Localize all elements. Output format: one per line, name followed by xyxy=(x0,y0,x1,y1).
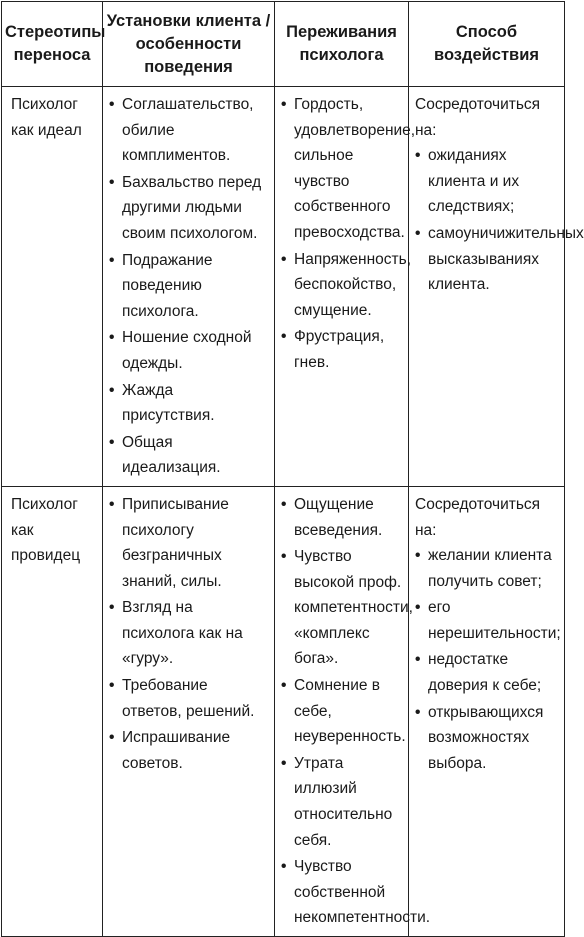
list-item: • желании клиента получить совет; xyxy=(415,543,559,594)
list-item: • Подражание поведению психолога. xyxy=(109,248,269,325)
psychologist-cell xyxy=(275,87,416,487)
method-intro: Сосредоточиться на: xyxy=(415,495,541,539)
list-item: • Гордость, удовлетворение, сильное чувство собственного превосходства. xyxy=(281,92,403,246)
list-item: • Фрустрация, гнев. xyxy=(281,324,403,375)
client-cell xyxy=(103,486,275,936)
header-psychologist-feelings: Переживания психолога xyxy=(275,2,409,87)
list-item: • Приписывание психологу безграничных знаний, силы. xyxy=(109,492,269,594)
stereotype-text: Психолог как идеал xyxy=(11,96,82,139)
method-cell xyxy=(409,486,565,936)
list-item: • Сомнение в себе, неуверенность. xyxy=(281,673,403,750)
list-item: • Требование ответов, решений. xyxy=(109,673,269,724)
header-stereotypes: Стереотипы переноса xyxy=(2,2,103,87)
client-cell xyxy=(103,87,275,487)
client-list xyxy=(109,492,269,777)
list-item: • Ношение сходной одежды. xyxy=(109,325,269,376)
list-item: • его нерешительности; xyxy=(415,595,559,646)
table-row xyxy=(2,87,565,487)
method-intro: Сосредоточиться на: xyxy=(415,96,541,139)
method-cell xyxy=(409,87,584,487)
stereotype-text: Психолог как провидец xyxy=(11,495,81,565)
header-client-attitudes: Установки клиента / особенности поведения xyxy=(103,2,275,87)
list-item: • Утрата иллюзий относительно себя. xyxy=(281,751,403,853)
psychologist-list xyxy=(281,492,431,931)
transference-table xyxy=(1,1,584,937)
list-item: • ожиданиях клиента и их следствиях; xyxy=(415,143,559,220)
client-list xyxy=(109,92,269,481)
header-method: Способ воздействия xyxy=(409,2,565,87)
method-list xyxy=(415,543,559,776)
list-item: • Общая идеализация. xyxy=(109,430,269,481)
stereotype-cell xyxy=(2,486,103,936)
list-item: • Бахвальство перед другими людьми своим психологом. xyxy=(109,170,269,247)
list-item: • открывающихся возможностях выбора. xyxy=(415,700,559,777)
psychologist-list xyxy=(281,92,416,376)
list-item: • недостатке доверия к себе; xyxy=(415,647,559,698)
list-item: • Взгляд на психолога как на «гуру». xyxy=(109,595,269,672)
list-item: • Жажда присутствия. xyxy=(109,378,269,429)
table-row xyxy=(2,486,565,936)
list-item: • Испрашивание советов. xyxy=(109,725,269,776)
list-item: • Ощущение всеведения. xyxy=(281,492,403,543)
list-item: • Чувство высокой проф. компетентности, «комплекс бога». xyxy=(281,544,403,672)
header-row xyxy=(2,2,565,87)
psychologist-cell xyxy=(275,486,431,936)
method-list xyxy=(415,143,584,298)
list-item: • Напряженность, беспокойство, смущение. xyxy=(281,247,403,324)
list-item: • Чувство собственной некомпетентности. xyxy=(281,854,403,931)
list-item: • Соглашательство, обилие комплиментов. xyxy=(109,92,269,169)
stereotype-cell xyxy=(2,87,103,487)
list-item: • самоуничижительных высказываниях клиента. xyxy=(415,221,559,298)
